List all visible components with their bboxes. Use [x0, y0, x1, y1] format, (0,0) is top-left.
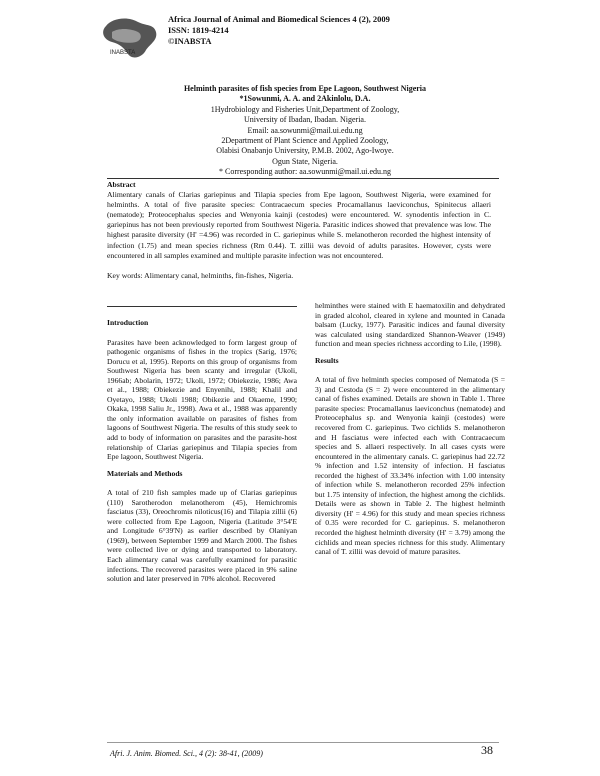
affiliation-line: Email: aa.sowunmi@mail.ui.edu.ng [247, 125, 363, 135]
abstract-body: Alimentary canals of Clarias gariepinus and Tilapia species from Epe lagoon, Southwest Nigeria, were examined for helminths. A total of five parasite species: Contracaecum species Procamallanus laeviconchus, Spinitecus allaeri (nematode); Proteocephalus species and Wenyonia kainji (cestodes) were encountered. W. synodentis infection in C. gariepinus has not been previously reported from Southwest Nigeria. Parasitic indices showed that prevalence was low. The highest parasite diversity (H' =4.96) was recorded in C. gariepinus while S. melanotheron recorded the highest intensity of infection (1.75) and mean species richness (Rm 0.44). T. zillii was devoid of adults parasites. However, cysts were encountered in all samples examined and multiple parasite infection was not encountered. [107, 190, 491, 260]
paper-title: Helminth parasites of fish species from Epe Lagoon, Southwest Nigeria [183, 84, 427, 93]
intro-heading: Introduction [107, 318, 149, 327]
affiliation-line: University of Ibadan, Ibadan. Nigeria. [244, 115, 366, 125]
affiliation-line: 1Hydrobiology and Fisheries Unit,Department of Zoology, [210, 104, 400, 114]
journal-logo [98, 14, 162, 62]
footer-citation: Afri. J. Anim. Biomed. Sci., 4 (2): 38-41, (2009) [110, 749, 263, 758]
affiliation-line: Ogun State, Nigeria. [272, 156, 338, 166]
journal-name: Africa Journal of Animal and Biomedical Sciences 4 (2), 2009 [168, 14, 390, 24]
footer-rule [107, 742, 499, 743]
methods-heading: Materials and Methods [107, 468, 183, 478]
left-column [107, 312, 297, 591]
intro-body: Parasites have been acknowledged to form largest group of pathogenic organisms of fishes in the tropics (Sarig, 1976; Dorucu et al, 1995). Reports on this group of organisms from Southwest Nigeria has been scanty and irregular (Ukoli, 1966ab; Abolarin, 1972; Ukoli, 1972; Obiekezie, 1986; Awa et al., 1988; Obiekezie and Enyenihi, 1988; Khalil and Oyetayo, 1988; Ukoli 1988; Obikezie and Okaeme, 1990; Okaka, 1998 Saliu Jr., 1998). Awa et al., 1988 was apparently the only information available on parasites of fishes from lagoons of Southwest Nigeria. The results of this study seek to add to body of information on parasites and the parasite-host relationship of Clarias gariepinus and Tilapia species from Epe lagoon, Southwest Nigeria. [107, 337, 297, 462]
abstract-heading: Abstract [107, 180, 136, 189]
left-column-rule [107, 306, 297, 307]
right-column [315, 301, 505, 564]
keywords: Key words: Alimentary canal, helminths, fin-fishes, Nigeria. [107, 270, 294, 280]
methods-continued: helminthes were stained with E haematoxilin and dehydrated in graded alcohol, cleared in xylene and mounted in Canada balsam (Lucky, 1977). Parasitic indices and faunal diversity was calculated using standardized Shannon-Weaver (1949) function and mean species richness according to Lile, (1998). [315, 301, 505, 349]
journal-header [168, 14, 390, 47]
issn: ISSN: 1819-4214 [168, 25, 229, 35]
results-body: A total of five helminth species composed of Nematoda (S = 3) and Cestoda (S = 2) were encountered in the alimentary canal of fishes examined. Details are shown in Table 1. Three parasite species: Procamallanus laeviconchus (nematode) and Proteocephalus sp. and Wenyonia kainji (cestodes) were recovered from C. gariepinus. Two cichlids S. melanotheron and H fasciatus were infected each with Contracaecum species and S. allaeri respectively. In all cases cysts were encountered in the alimentary canals. C. gariepinus had 22.72 % infection and 1.52 intensity of infection. H fasciatus recorded the highest of 33.34% infection with 1.00 intensity of infection while S. melanotheron recorded 25% infection but 1.75 intensity of infection, the highest among the cichlids. Details were as shown in Table 2. The highest helminth diversity (H' = 4.96) for this study and mean species richness of 0.35 were recorded for C. gariepinus. S. melanotheron recorded the highest helminth diversity (H' = 3.79) among the cichlids and mean species richness for this study. Alimentary canal of T. zillii was devoid of mature parasites. [315, 375, 505, 557]
affiliation-line: 2Department of Plant Science and Applied Zoology, [221, 136, 389, 146]
title-block [110, 84, 500, 178]
methods-body: A total of 210 fish samples made up of Clarias gariepinus (110) Sarotherodon melanotherom (45), Hemichromis fasciatus (33), Oreochromis niloticus(16) and Tilapia zillii (6) were collected from Epe Lagoon, Nigeria (Latitude 3°54'E and Longitude 6°39'N) as earlier described by Olaniyan (1969), between September 1999 and March 2000. The fishes were collected live or dying and transported to laboratory. Each alimentary canal was carefully examined for parasitic infections. The recovered parasites were placed in 9% saline solution and later preserved in 70% alcohol. Recovered [107, 488, 297, 584]
corresponding-author: * Corresponding author: aa.sowunmi@mail.ui.edu.ng [218, 167, 391, 177]
abstract-top-rule [107, 178, 499, 179]
authors: *1Sowunmi, A. A. and 2Akinlolu, D.A. [239, 94, 371, 104]
affiliation-line: Olabisi Onabanjo University, P.M.B. 2002, Ago-Iwoye. [216, 146, 394, 156]
abstract [107, 180, 491, 281]
results-heading: Results [315, 355, 339, 365]
page-number: 38 [481, 743, 493, 757]
publisher: ©INABSTA [168, 36, 212, 46]
logo-text: INABSTA [110, 50, 136, 56]
